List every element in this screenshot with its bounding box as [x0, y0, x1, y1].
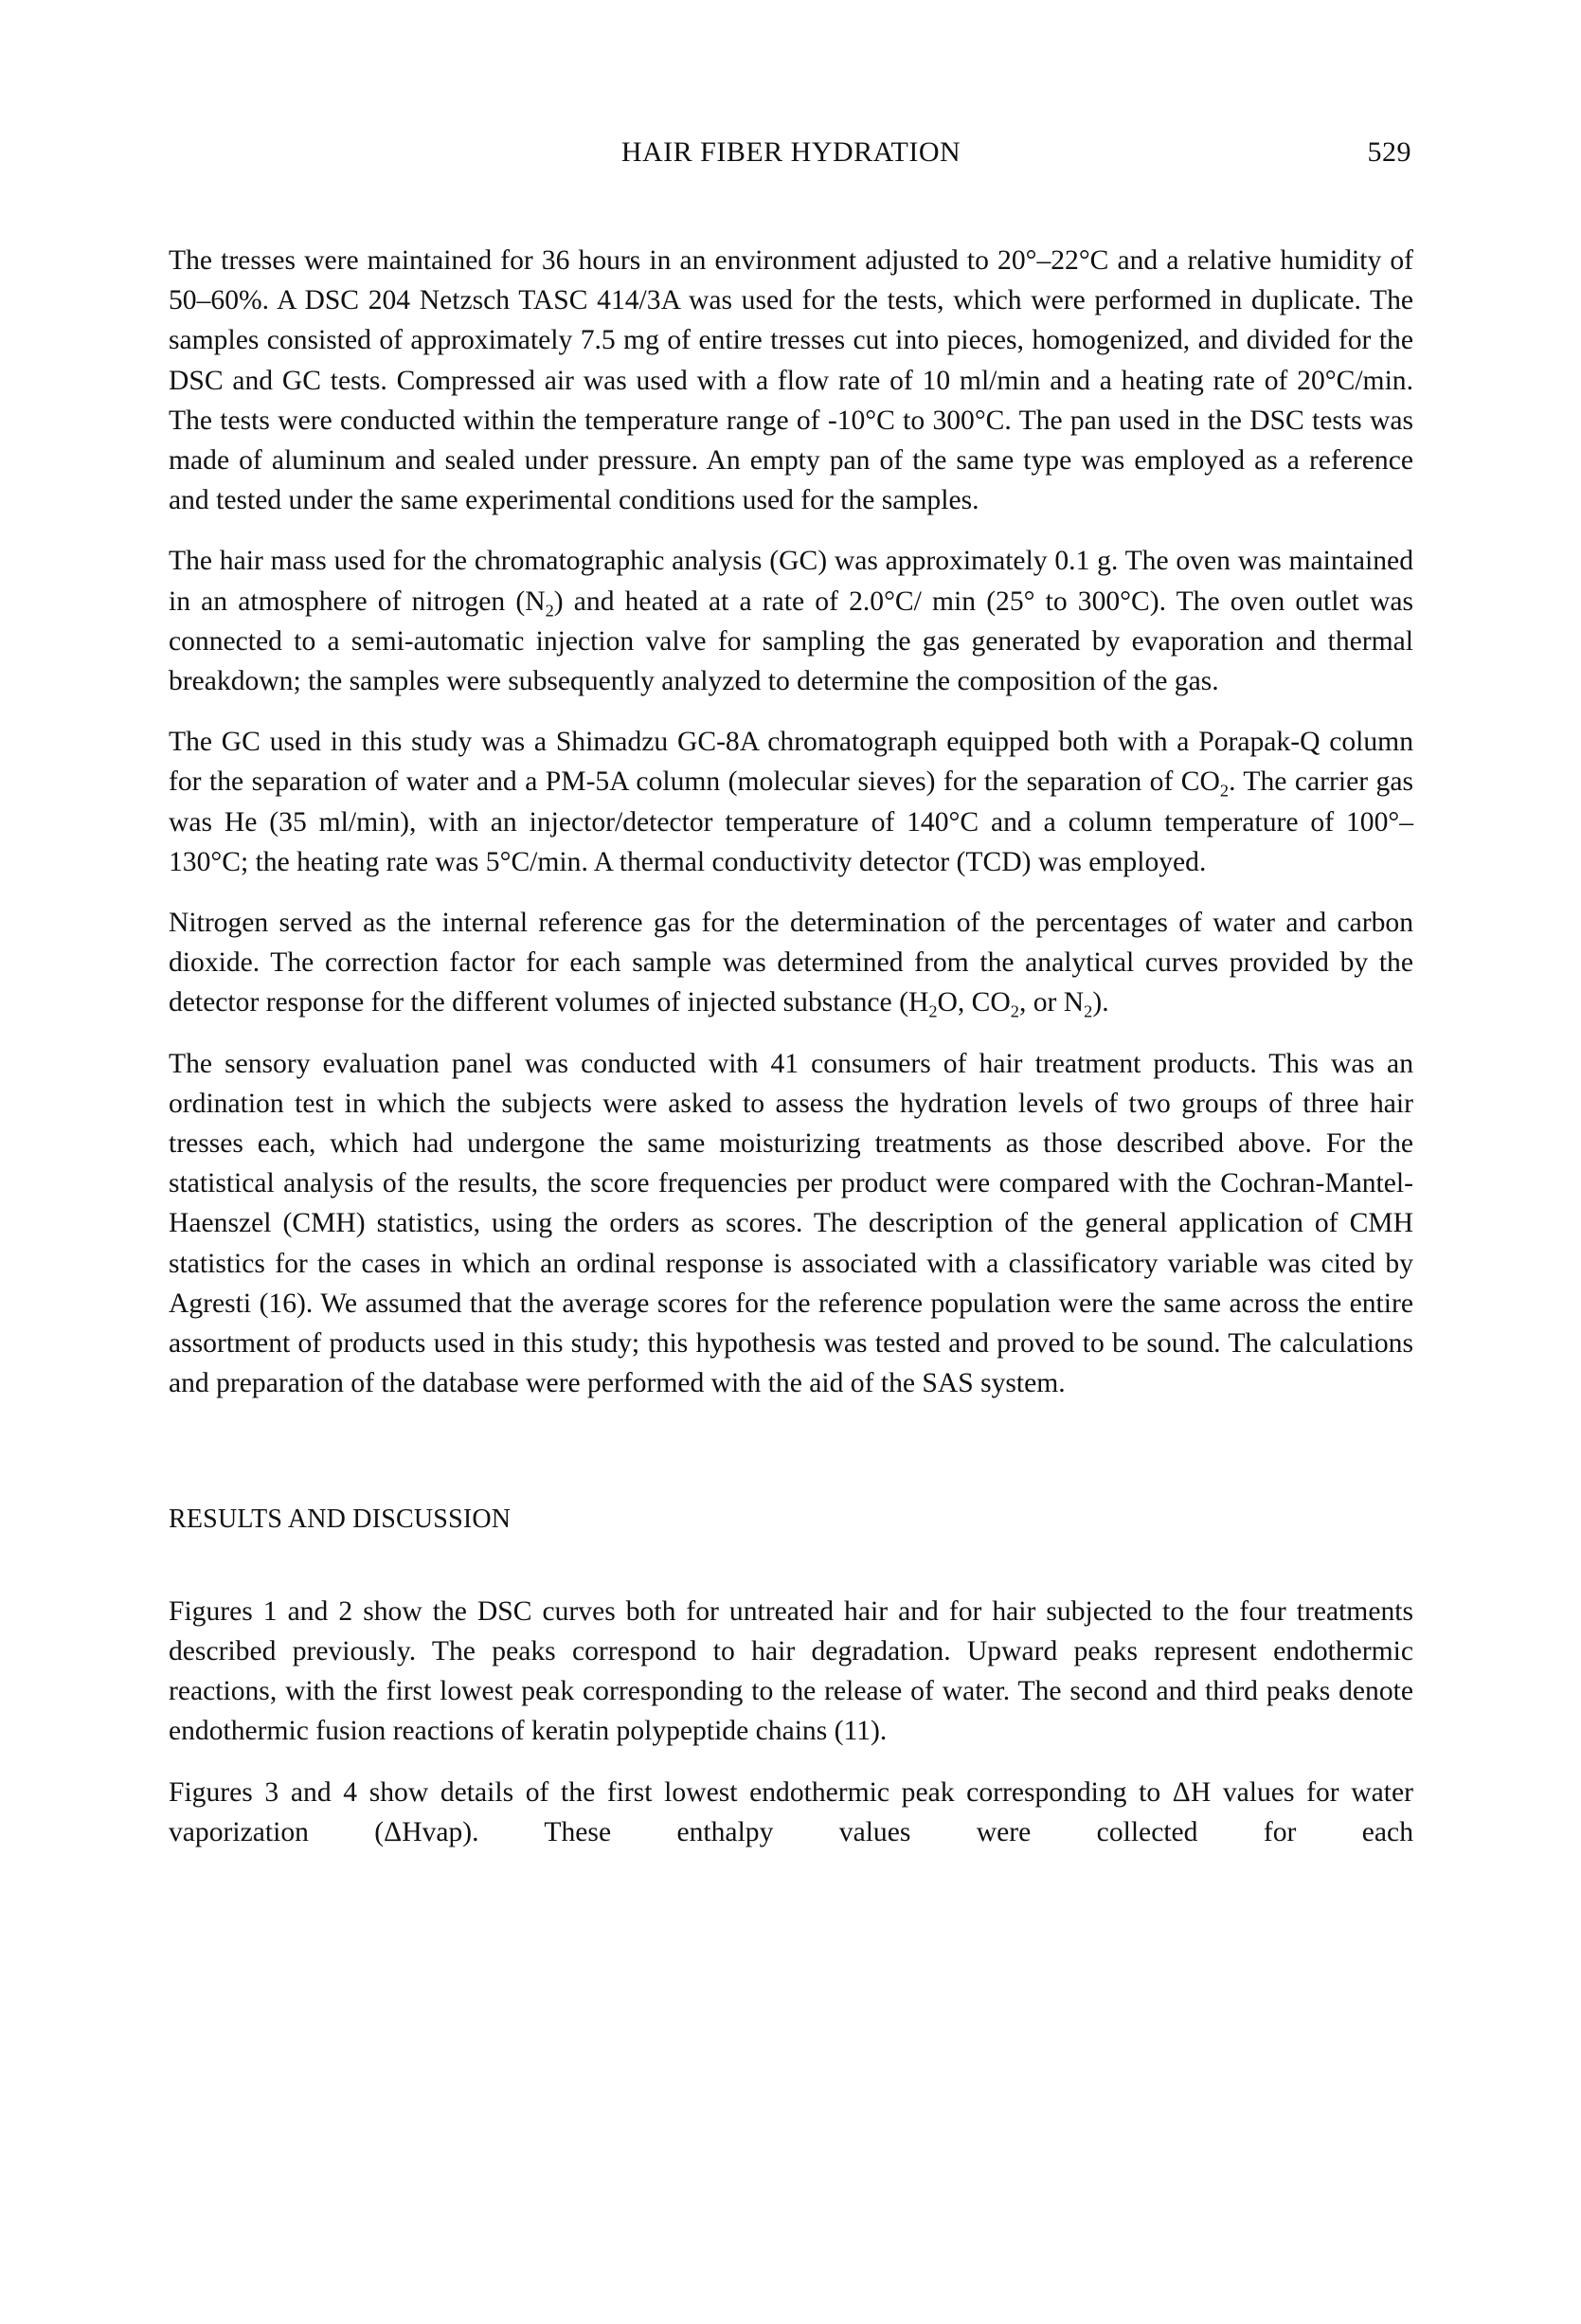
paragraph-gc-equipment: The GC used in this study was a Shimadzu GC-8A chromatograph equipped both with a Porapak-Q column for the separation of water and a PM-5A column (molecular sieves) for the separation of $CO_2$. The carrier gas was He (35 ml/min), with an injector/detector temperature of 140°C and a column temperature of 100°–130°C; the heating rate was 5°C/min. A thermal conductivity detector (TCD) was employed.	[169, 727, 1413, 877]
section-heading-results: RESULTS AND DISCUSSION	[169, 1504, 512, 1535]
body-text	[169, 241, 1413, 1873]
running-title: HAIR FIBER HYDRATION	[620, 136, 961, 168]
paragraph-sensory-evaluation: The sensory evaluation panel was conducted with 41 consumers of hair treatment products. This was an ordination test in which the subjects were asked to assess the hydration levels of two groups of three hair tresses each, which had undergone the same moisturizing treatments as those described above. For the statistical analysis of the results, the score frequencies per product were compared with the Cochran-Mantel-Haenszel (CMH) statistics, using the orders as scores. The description of the general application of CMH statistics for the cases in which an ordinal response is associated with a classificatory variable was cited by Agresti (16). We assumed that the average scores for the reference population were the same across the entire assortment of products used in this study; this hypothesis was tested and proved to be sound. The calculations and preparation of the database were performed with the aid of the SAS system.	[169, 1048, 1413, 1399]
running-header	[171, 136, 1411, 174]
paragraph-gc-sample: The hair mass used for the chromatographic analysis (GC) was approximately 0.1 g. The oven was maintained in an atmosphere of nitrogen $(N_2)$ and heated at a rate of 2.0°C/ min (25° to 300°C). The oven outlet was connected to a semi-automatic injection valve for sampling the gas generated by evaporation and thermal breakdown; the samples were subsequently analyzed to determine the composition of the gas.	[169, 546, 1413, 697]
paragraph-reference-gas: Nitrogen served as the internal reference gas for the determination of the percentages of water and carbon dioxide. The correction factor for each sample was determined from the analytical curves provided by the detector response for the different volumes of injected substance ($H_2O$, $CO_2$, or $N_2$).	[169, 908, 1413, 1021]
page-number: 529	[1367, 136, 1411, 168]
paragraph-results-figures-1-2: Figures 1 and 2 show the DSC curves both for untreated hair and for hair subjected to the four treatments described previously. The peaks correspond to hair degradation. Upward peaks represent endothermic reactions, with the first lowest peak corresponding to the release of water. The second and third peaks denote endothermic fusion reactions of keratin polypeptide chains (11).	[169, 1595, 1413, 1747]
paragraph-results-figures-3-4: Figures 3 and 4 show details of the first lowest endothermic peak corresponding to ΔH values for water vaporization (ΔHvap). These enthalpy values were collected for each	[169, 1776, 1413, 1847]
paragraph-dsc-method: The tresses were maintained for 36 hours in an environment adjusted to 20°–22°C and a relative humidity of 50–60%. A DSC 204 Netzsch TASC 414/3A was used for the tests, which were performed in duplicate. The samples consisted of approximately 7.5 mg of entire tresses cut into pieces, homogenized, and divided for the DSC and GC tests. Compressed air was used with a flow rate of 10 ml/min and a heating rate of 20°C/min. The tests were conducted within the temperature range of -10°C to 300°C. The pan used in the DSC tests was made of aluminum and sealed under pressure. An empty pan of the same type was employed as a reference and tested under the same experimental conditions used for the samples.	[169, 245, 1413, 516]
